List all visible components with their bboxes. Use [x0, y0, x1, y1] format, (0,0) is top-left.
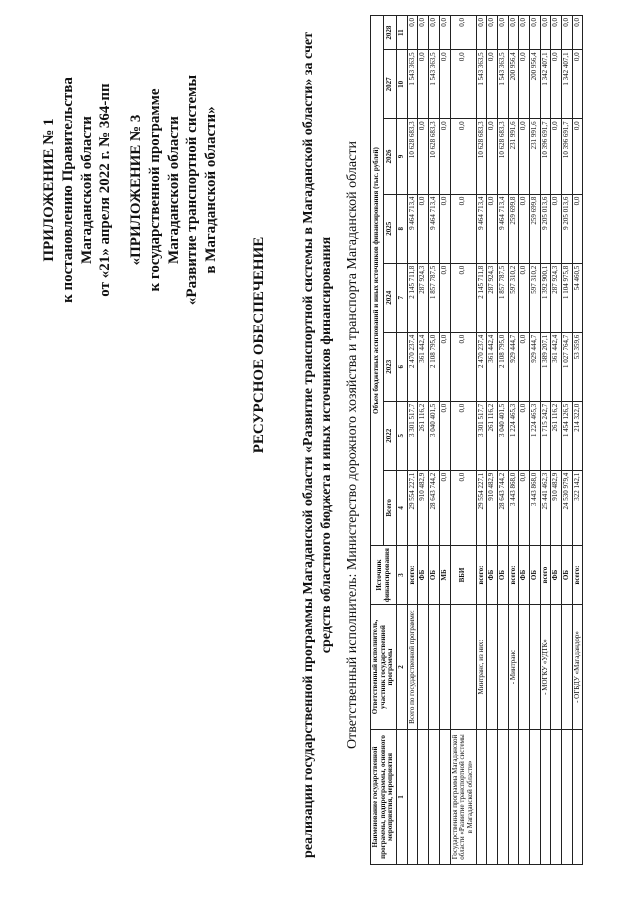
column-number: 7 [397, 263, 408, 332]
value-cell: 0,0 [519, 263, 530, 332]
source-cell: всего: [476, 546, 487, 605]
program-cell [407, 730, 418, 865]
table-row [508, 16, 519, 865]
column-number: 2 [397, 605, 408, 730]
value-cell: 261 116,2 [418, 401, 429, 470]
value-cell: 1 543 363,5 [429, 50, 440, 119]
value-cell: 0,0 [439, 470, 450, 545]
value-cell: 3 443 868,0 [508, 470, 519, 545]
value-cell: 29 554 227,1 [407, 470, 418, 545]
value-cell: 0,0 [551, 119, 562, 194]
value-cell: 3 040 401,5 [429, 401, 440, 470]
value-cell: 322 142,1 [572, 470, 583, 545]
value-cell: 0,0 [519, 332, 530, 401]
value-cell: 2 108 795,0 [497, 332, 508, 401]
executor-cell: - Минтранс [508, 605, 519, 730]
source-cell: МБ [439, 546, 450, 605]
source-cell: ОБ [562, 546, 573, 605]
source-cell: ФБ [519, 546, 530, 605]
source-cell: ОБ [497, 546, 508, 605]
value-cell: 0,0 [439, 263, 450, 332]
column-number: 8 [397, 194, 408, 263]
value-cell: 9 205 013,6 [562, 194, 573, 263]
value-cell: 1 392 900,1 [540, 263, 551, 332]
value-cell: 9 205 013,6 [540, 194, 551, 263]
executor-cell [562, 605, 573, 730]
program-cell [572, 730, 583, 865]
value-cell: 28 643 744,2 [497, 470, 508, 545]
source-cell: всего: [572, 546, 583, 605]
value-cell: 0,0 [519, 470, 530, 545]
value-cell: 1 543 363,5 [476, 50, 487, 119]
table-row [476, 16, 487, 865]
header-line: ПРИЛОЖЕНИЕ № 1 [41, 118, 57, 262]
value-cell: 0,0 [519, 119, 530, 194]
column-number: 1 [397, 730, 408, 865]
value-cell: 0,0 [487, 119, 498, 194]
source-cell: ФБ [551, 546, 562, 605]
value-cell: 0,0 [439, 401, 450, 470]
column-number: 3 [397, 546, 408, 605]
value-cell: 10 628 683,3 [429, 119, 440, 194]
value-cell: 9 464 713,4 [476, 194, 487, 263]
col-program-header: Наименование государственной программы, подпрограммы, основного мероприятия, мероприятия [371, 730, 397, 865]
header-gap [115, 40, 127, 340]
value-cell: 200 956,4 [508, 50, 519, 119]
value-cell: 200 956,4 [530, 50, 541, 119]
value-cell: 597 310,2 [508, 263, 519, 332]
executor-cell [429, 605, 440, 730]
column-number: 11 [397, 16, 408, 50]
executor-cell: - ОГБДУ «Магадандор» [572, 605, 583, 730]
value-cell: 0,0 [439, 332, 450, 401]
source-cell: ФБ [418, 546, 429, 605]
value-cell: 259 699,8 [530, 194, 541, 263]
value-cell: 0,0 [519, 401, 530, 470]
value-cell: 259 699,8 [508, 194, 519, 263]
value-cell: 0,0 [551, 16, 562, 50]
value-cell: 1 104 975,8 [562, 263, 573, 332]
source-cell: всего: [407, 546, 418, 605]
value-cell: 910 482,9 [418, 470, 429, 545]
source-cell: ОБ [530, 546, 541, 605]
value-cell: 0,0 [439, 50, 450, 119]
value-cell: 1 389 207,1 [540, 332, 551, 401]
table-row [418, 16, 429, 865]
value-cell: 0,0 [450, 16, 476, 50]
value-cell: 361 442,4 [487, 332, 498, 401]
value-cell: 261 116,2 [551, 401, 562, 470]
year-header: Всего [384, 470, 397, 545]
column-number: 4 [397, 470, 408, 545]
value-cell: 1 543 363,5 [497, 50, 508, 119]
program-cell [519, 730, 530, 865]
program-cell [530, 730, 541, 865]
value-cell: 1 857 787,5 [429, 263, 440, 332]
year-header: 2028 [384, 16, 397, 50]
value-cell: 3 301 517,7 [476, 401, 487, 470]
document-title: РЕСУРСНОЕ ОБЕСПЕЧЕНИЕ [251, 236, 267, 454]
value-cell: 0,0 [450, 401, 476, 470]
value-cell: 287 924,3 [551, 263, 562, 332]
value-cell: 3 301 517,7 [407, 401, 418, 470]
value-cell: 0,0 [450, 332, 476, 401]
value-cell: 3 040 401,5 [497, 401, 508, 470]
program-cell [551, 730, 562, 865]
program-cell [476, 730, 487, 865]
value-cell: 0,0 [450, 119, 476, 194]
value-cell: 597 310,2 [530, 263, 541, 332]
header-line: в Магаданской области» [203, 106, 219, 274]
table-row [540, 16, 551, 865]
source-cell: всего: [508, 546, 519, 605]
value-cell: 1 857 787,5 [497, 263, 508, 332]
value-cell: 0,0 [497, 16, 508, 50]
value-cell: 231 991,6 [530, 119, 541, 194]
table-row [439, 16, 450, 865]
value-cell: 0,0 [439, 194, 450, 263]
source-cell: ОБ [429, 546, 440, 605]
table-row [519, 16, 530, 865]
source-cell: ВБИ [450, 546, 476, 605]
value-cell: 929 444,7 [530, 332, 541, 401]
value-cell: 3 443 868,0 [530, 470, 541, 545]
header-line: к государственной программе [146, 88, 163, 292]
year-header: 2024 [384, 263, 397, 332]
executor-cell [519, 605, 530, 730]
table-row [572, 16, 583, 865]
value-cell: 0,0 [519, 16, 530, 50]
value-cell: 2 145 711,8 [476, 263, 487, 332]
executor-cell [530, 605, 541, 730]
value-cell: 0,0 [418, 50, 429, 119]
header-line: Магаданской области [78, 116, 95, 264]
table-row [487, 16, 498, 865]
executor-cell: - МОГКУ «УДТК» [540, 605, 551, 730]
value-cell: 0,0 [439, 119, 450, 194]
program-cell [487, 730, 498, 865]
program-cell [562, 730, 573, 865]
value-cell: 0,0 [572, 194, 583, 263]
table-row [429, 16, 440, 865]
value-cell: 10 396 691,7 [540, 119, 551, 194]
col-executor-header: Ответственный исполнитель, участник государственной программы [371, 605, 397, 730]
value-cell: 0,0 [508, 16, 519, 50]
appendix-header [40, 40, 221, 340]
value-cell: 0,0 [572, 16, 583, 50]
executor-cell [551, 605, 562, 730]
value-cell: 10 396 691,7 [562, 119, 573, 194]
header-line: от «21» апреля 2022 г. № 364-пп [97, 83, 114, 297]
program-cell: Государственная программа Магаданской области «Развитие транспортной системы в Магаданской области» [450, 730, 476, 865]
year-header: 2027 [384, 50, 397, 119]
value-cell: 2 470 237,4 [407, 332, 418, 401]
executor-cell [418, 605, 429, 730]
value-cell: 29 554 227,1 [476, 470, 487, 545]
year-header: 2026 [384, 119, 397, 194]
value-cell: 361 442,4 [551, 332, 562, 401]
value-cell: 1 027 764,7 [562, 332, 573, 401]
value-cell: 53 359,6 [572, 332, 583, 401]
value-cell: 287 924,3 [418, 263, 429, 332]
value-cell: 0,0 [572, 50, 583, 119]
header-line: «Развитие транспортной системы [184, 74, 201, 306]
value-cell: 10 628 683,3 [407, 119, 418, 194]
column-numbers-row [397, 16, 408, 865]
value-cell: 1 342 407,1 [562, 50, 573, 119]
value-cell: 1 224 465,3 [530, 401, 541, 470]
value-cell: 0,0 [487, 16, 498, 50]
value-cell: 0,0 [418, 119, 429, 194]
table-body [407, 16, 583, 865]
value-cell: 0,0 [429, 16, 440, 50]
header-line: к постановлению Правительства [59, 77, 76, 303]
resource-table [370, 15, 583, 865]
value-cell: 10 628 683,3 [497, 119, 508, 194]
value-cell: 214 322,0 [572, 401, 583, 470]
value-cell: 261 116,2 [487, 401, 498, 470]
year-header: 2022 [384, 401, 397, 470]
value-cell: 0,0 [487, 50, 498, 119]
value-cell: 25 441 462,3 [540, 470, 551, 545]
value-cell: 24 530 979,4 [562, 470, 573, 545]
value-cell: 0,0 [519, 50, 530, 119]
table-row [551, 16, 562, 865]
program-cell [418, 730, 429, 865]
program-cell [540, 730, 551, 865]
value-cell: 0,0 [487, 194, 498, 263]
value-cell: 0,0 [450, 194, 476, 263]
value-cell: 0,0 [450, 263, 476, 332]
executor-cell [487, 605, 498, 730]
table-row [562, 16, 573, 865]
value-cell: 910 482,9 [487, 470, 498, 545]
value-cell: 9 464 713,4 [407, 194, 418, 263]
value-cell: 0,0 [530, 16, 541, 50]
col-source-header: Источник финансирования [371, 546, 397, 605]
col-funding-group-header: Объем бюджетных ассигнований и иных источников финансирования (тыс. рублей) [371, 16, 384, 546]
program-cell [497, 730, 508, 865]
value-cell: 287 924,3 [487, 263, 498, 332]
header-line: «ПРИЛОЖЕНИЕ № 3 [128, 114, 144, 266]
value-cell: 1 715 242,7 [540, 401, 551, 470]
value-cell: 0,0 [562, 16, 573, 50]
year-header: 2025 [384, 194, 397, 263]
column-number: 6 [397, 332, 408, 401]
table-row [530, 16, 541, 865]
value-cell: 0,0 [439, 16, 450, 50]
value-cell: 910 482,9 [551, 470, 562, 545]
value-cell: 0,0 [519, 194, 530, 263]
program-cell [439, 730, 450, 865]
executor-cell [497, 605, 508, 730]
value-cell: 54 460,5 [572, 263, 583, 332]
source-cell: ФБ [487, 546, 498, 605]
value-cell: 2 108 795,0 [429, 332, 440, 401]
value-cell: 9 464 713,4 [497, 194, 508, 263]
program-cell [508, 730, 519, 865]
value-cell: 10 628 683,3 [476, 119, 487, 194]
value-cell: 2 470 237,4 [476, 332, 487, 401]
executor-cell: Минтранс, из них: [476, 605, 487, 730]
value-cell: 0,0 [450, 470, 476, 545]
executor-cell: Всего по государственной программе: [407, 605, 418, 730]
year-header: 2023 [384, 332, 397, 401]
responsible-executor: Ответственный исполнитель: Министерство дорожного хозяйства и транспорта Магаданской области [345, 141, 360, 749]
column-number: 10 [397, 50, 408, 119]
value-cell: 231 991,6 [508, 119, 519, 194]
value-cell: 0,0 [551, 194, 562, 263]
value-cell: 2 145 711,8 [407, 263, 418, 332]
table-row [497, 16, 508, 865]
program-cell [429, 730, 440, 865]
source-cell: всего [540, 546, 551, 605]
value-cell: 1 543 363,5 [407, 50, 418, 119]
column-number: 5 [397, 401, 408, 470]
value-cell: 28 643 744,2 [429, 470, 440, 545]
value-cell: 0,0 [476, 16, 487, 50]
value-cell: 1 224 465,3 [508, 401, 519, 470]
column-number: 9 [397, 119, 408, 194]
value-cell: 1 454 126,5 [562, 401, 573, 470]
document-subtitle: реализации государственной программы Магаданской области «Развитие транспортной системы в Магаданской области» за счет средств областного бюджета и иных источников финансирования [301, 32, 335, 858]
value-cell: 929 444,7 [508, 332, 519, 401]
value-cell: 0,0 [572, 119, 583, 194]
value-cell: 0,0 [407, 16, 418, 50]
table-row [450, 16, 476, 865]
value-cell: 9 464 713,4 [429, 194, 440, 263]
executor-cell [439, 605, 450, 730]
value-cell: 0,0 [418, 194, 429, 263]
value-cell: 0,0 [551, 50, 562, 119]
value-cell: 0,0 [450, 50, 476, 119]
value-cell: 1 342 407,1 [540, 50, 551, 119]
header-line: Магаданской области [165, 116, 182, 264]
value-cell: 0,0 [540, 16, 551, 50]
value-cell: 0,0 [418, 16, 429, 50]
value-cell: 361 442,4 [418, 332, 429, 401]
executor-cell [450, 605, 476, 730]
table-row [407, 16, 418, 865]
